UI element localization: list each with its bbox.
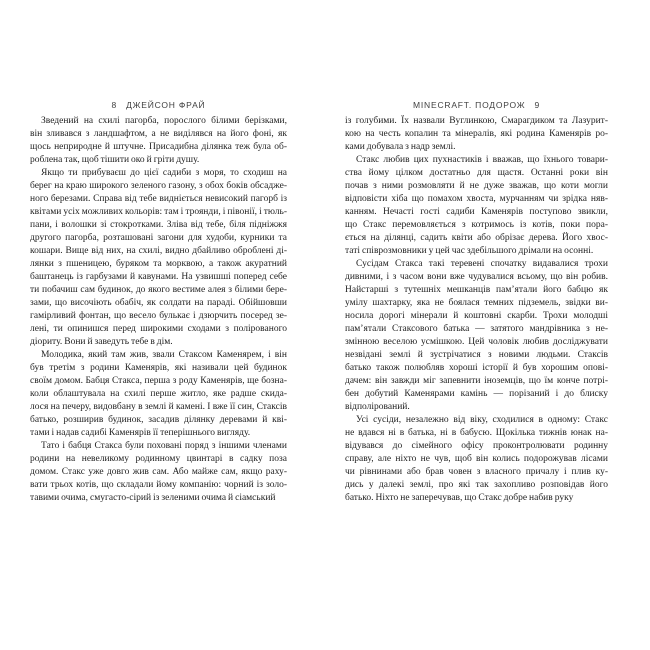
text-line: Молодика, який там жив, звали Стаксом Каменярем, і він [41, 350, 287, 360]
text-line: умілу шахтарку, яка не боялася темних підземель, звідки ви- [345, 298, 608, 308]
text-line: гамірливий фонтан, що весело булькає і дзюрчить посеред зе- [30, 311, 287, 321]
text-line: Усі сусіди, незалежно від віку, сходилися в одному: Стакс [356, 415, 608, 425]
text-line: другого пагорба, розташовані загони для худоби, курники та [30, 233, 287, 243]
text-line: коли облаштувала на схилі перше житло, яке радше скида- [30, 389, 287, 399]
text-line: відувався до сімейного офісу проконтролювати родинну [345, 441, 608, 451]
text-line: відполірований. [345, 402, 410, 412]
page-right [345, 0, 608, 650]
text-line: носила дорогі мінерали й коштовні скарби. Трохи молодші [345, 311, 608, 321]
running-title-right: MINECRAFT. ПОДОРОЖ [413, 100, 526, 110]
text-line: батько. Ніхто не заперечував, що Стакс добре набив руку [345, 493, 574, 503]
text-line: пам’ятали Стаксового батька — затятого мандрівника з не- [345, 324, 608, 334]
text-line: баштанець із гарбузами й кавунами. На узвишші поперед себе [30, 272, 287, 282]
text-line: лені, ти опинишся перед широкими сходами з полірованого [30, 324, 287, 334]
text-line: квітами усіх можливих кольорів: там і троянди, і півонії, і тюль- [30, 207, 287, 217]
text-line: він зливався з ландшафтом, а не виділявся на його фоні, як [30, 129, 287, 139]
text-line: кошари. Вище від них, на схилі, видно дбайливо оброблені ді- [30, 246, 287, 256]
text-line: діориту. Вони й заведуть тебе в дім. [30, 337, 173, 347]
text-line: дись у далекі землі, про які так захопливо розповідав його [345, 480, 608, 490]
running-head-left [30, 100, 287, 110]
text-line: Найстарші з тутешніх мешканців пам’ятали його бабцю як [345, 285, 608, 295]
text-line: Якщо ти прибуваєш до цієї садиби з моря, то сходиш на [41, 168, 287, 178]
page-left [30, 0, 287, 650]
text-line: Тато і бабця Стакса були поховані поряд з іншими членами [41, 441, 287, 451]
page-body-right [345, 115, 608, 505]
text-line: Стакс любив цих пухнастиків і вважав, що їхнього товари- [356, 155, 608, 165]
text-line: ється на ділянці, садить квіти або обрізає дерева. Його хвос- [345, 233, 608, 243]
text-line: батько також полюбляв хороші історії й був хорошим опові- [345, 363, 608, 373]
text-line: тами і надав садибі Каменярів її теперішнього вигляду. [30, 428, 251, 438]
text-line: ками добувала з надр землі. [345, 142, 456, 152]
text-line: берег на краю широкого зеленого газону, з обох боків обсадже- [30, 181, 287, 191]
text-line: ти побачиш сам будинок, до якого вестиме алея з білими бере- [30, 285, 287, 295]
text-line: таті співрозмовники у цей час здебільшого дрімали на осонні. [345, 246, 594, 256]
text-line: своїм домом. Бабця Стакса, перша з роду Каменярів, ще бозна- [30, 376, 287, 386]
running-head-right [345, 100, 608, 110]
text-line: змінною веселою усмішкою. Цей чоловік любив досліджувати [345, 337, 608, 347]
text-line: лянки з пшеницею, буряком та морквою, а також акуратний [30, 259, 287, 269]
text-line: дивними, і з часом вони вже чудувалися всьому, що він робив. [345, 272, 608, 282]
page-body-left [30, 115, 287, 505]
text-line: батько, розширив будинок, засадив ділянку деревами й кві- [30, 415, 287, 425]
text-line: пани, і волошки зі стокротками. Зліва від тебе, біля підніжжя [30, 220, 287, 230]
text-line: лося на печеру, видовбану в землі й камені. І вже її син, Стаксів [30, 402, 287, 412]
text-line: кою на честь копалин та мінералів, які родина Каменярів ро- [345, 129, 608, 139]
text-line: відповісти хіба що помахом хвоста, мурчанням чи зрідка няв- [345, 194, 608, 204]
text-line: роблена так, щоб тішити око й гріти душу. [30, 155, 200, 165]
text-line: родини на невеликому родинному цвинтарі в садку поза [30, 454, 287, 464]
text-line: не вдався ні в батька, ні в бабусю. Щокілька тижнів юнак на- [345, 428, 608, 438]
text-line: був третім з родини Каменярів, які називали цей будинок [30, 363, 287, 373]
text-line: справу, але ніхто не чув, щоб він колись подорожував лісами [345, 454, 608, 464]
text-line: чи рівнинами або брав човен з власного причалу і плив ку- [345, 467, 608, 477]
text-line: Зведений на схилі пагорба, порослого білими берізками, [41, 116, 287, 126]
text-line: щось неприродне й штучне. Присадибна ділянка теж була об- [30, 142, 287, 152]
text-line: домом. Стакс уже довго жив сам. Або майже сам, якщо раху- [30, 467, 287, 477]
text-line: Сусідам Стакса такі теревені спочатку видавалися трохи [356, 259, 608, 269]
text-line: ного березами. Справа від тебе видніється невисокий пагорб із [30, 194, 287, 204]
text-line: зами, що височіють обабіч, як солдати на параді. Обійшовши [30, 298, 287, 308]
text-line: дачем: він завжди міг запевнити іноземців, що їм конче потрі- [345, 376, 608, 386]
text-line: із голубими. Їх назвали Вуглинкою, Смарагдиком та Лазурит- [345, 116, 608, 126]
text-line: що Стакс перемовляється з котримось із котів, поки пора- [345, 220, 608, 230]
text-line: тавими очима, смугасто-сірий із зеленими очима й сіамський [30, 493, 276, 503]
page-number-right: 9 [534, 100, 540, 110]
running-title-left: ДЖЕЙСОН ФРАЙ [126, 100, 206, 110]
text-line: канням. Нечасті гості садиби Каменярів поступово звикли, [345, 207, 608, 217]
page-number-left: 8 [111, 100, 118, 110]
text-line: почав з ними розмовляти й не дуже зважав, що коти могли [345, 181, 608, 191]
text-line: ства йому цілком достатньо для щастя. Останні роки він [345, 168, 608, 178]
text-line: вати трьох котів, що складали йому компанію: чорний із золо- [30, 480, 287, 490]
text-line: бен добутий Каменярами камінь — порізаний і до блиску [345, 389, 608, 399]
text-line: незвідані землі й зустрічатися з новими людьми. Стаксів [345, 350, 608, 360]
